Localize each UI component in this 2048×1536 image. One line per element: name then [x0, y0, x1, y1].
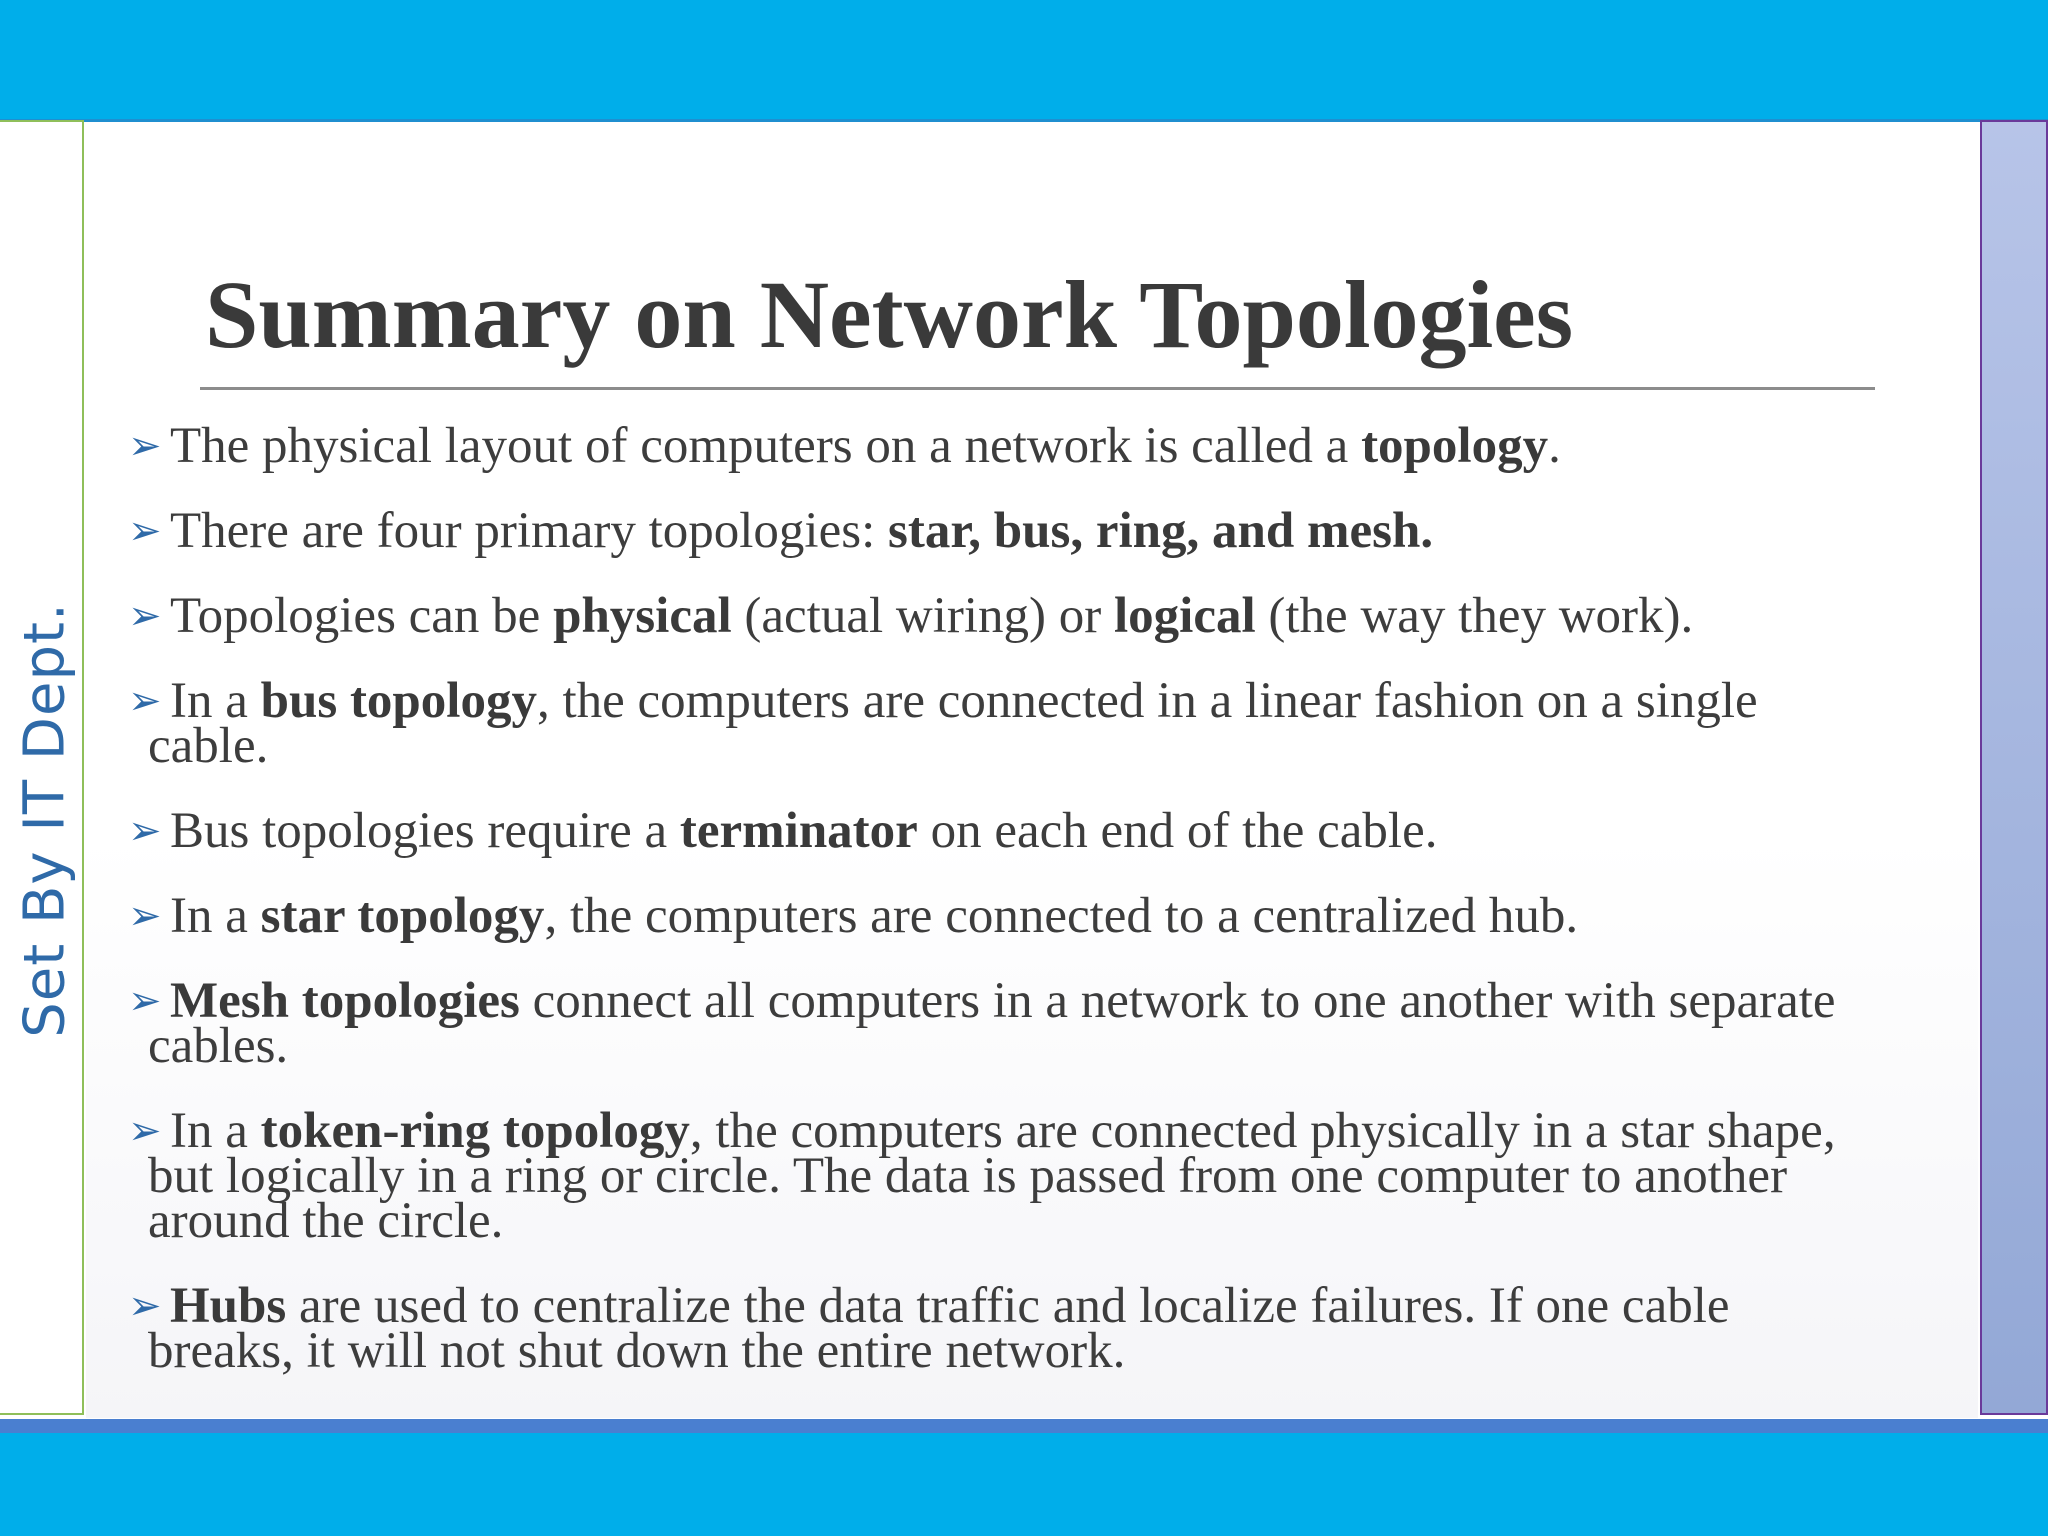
arrow-bullet-icon: ➢	[128, 678, 162, 724]
bullet-text: , the computers are connected in a linear fashion on a single	[536, 673, 1758, 729]
arrow-bullet-icon: ➢	[128, 808, 162, 854]
title-underline	[200, 387, 1875, 390]
bullet-bold-text: terminator	[679, 803, 918, 859]
bullet-bold-text: physical	[553, 588, 732, 644]
bullet-item	[128, 888, 1938, 944]
arrow-bullet-icon: ➢	[128, 508, 162, 554]
bullet-continuation-text: cable.	[148, 718, 269, 774]
bullet-text: Topologies can be	[170, 588, 554, 644]
bullet-text: .	[1548, 418, 1561, 474]
arrow-bullet-icon: ➢	[128, 1283, 162, 1329]
bullet-list	[128, 418, 1938, 1414]
bullet-item	[128, 588, 1938, 644]
bullet-text: In a	[170, 673, 261, 729]
arrow-bullet-icon: ➢	[128, 1108, 162, 1154]
bullet-bold-text: bus topology	[260, 673, 537, 729]
bullet-bold-text: Hubs	[170, 1278, 287, 1334]
bullet-bold-text: topology	[1361, 418, 1549, 474]
bullet-item	[128, 1103, 1938, 1249]
bullet-text: on each end of the cable.	[917, 803, 1438, 859]
bullet-text: connect all computers in a network to one another with separate	[519, 973, 1836, 1029]
right-side-panel	[1980, 120, 2048, 1415]
bottom-band-edge	[0, 1419, 2048, 1433]
bullet-continuation-text: cables.	[148, 1018, 289, 1074]
bullet-bold-text: star, bus, ring, and mesh.	[887, 503, 1434, 559]
bullet-bold-text: Mesh topologies	[170, 973, 520, 1029]
bullet-item	[128, 418, 1938, 474]
arrow-bullet-icon: ➢	[128, 893, 162, 939]
bullet-continuation-text: breaks, it will not shut down the entire network.	[148, 1323, 1126, 1379]
bullet-text: The physical layout of computers on a network is called a	[170, 418, 1362, 474]
bullet-text: , the computers are connected to a centralized hub.	[544, 888, 1579, 944]
bullet-item	[128, 673, 1938, 774]
bullet-text: (the way they work).	[1255, 588, 1694, 644]
bullet-text: Bus topologies require a	[170, 803, 680, 859]
bullet-item	[128, 1278, 1938, 1379]
bullet-text: , the computers are connected physically in a star shape,	[689, 1103, 1836, 1159]
bottom-color-band	[0, 1433, 2048, 1536]
bullet-item	[128, 973, 1938, 1074]
bullet-bold-text: star topology	[260, 888, 545, 944]
bullet-text: In a	[170, 1103, 261, 1159]
bullet-text: (actual wiring) or	[731, 588, 1114, 644]
bullet-text: In a	[170, 888, 261, 944]
side-label: Set By IT Dept.	[12, 602, 78, 1038]
bullet-continuation-text: but logically in a ring or circle. The data is passed from one computer to another	[148, 1148, 1788, 1204]
bullet-text: There are four primary topologies:	[170, 503, 888, 559]
arrow-bullet-icon: ➢	[128, 593, 162, 639]
slide-title: Summary on Network Topologies	[205, 261, 1574, 368]
bullet-item	[128, 503, 1938, 559]
top-color-band	[0, 0, 2048, 121]
bullet-item	[128, 803, 1938, 859]
arrow-bullet-icon: ➢	[128, 978, 162, 1024]
bullet-text: are used to centralize the data traffic and localize failures. If one cable	[286, 1278, 1730, 1334]
bullet-bold-text: token-ring topology	[260, 1103, 690, 1159]
arrow-bullet-icon: ➢	[128, 423, 162, 469]
bullet-bold-text: logical	[1114, 588, 1256, 644]
bullet-continuation-text: around the circle.	[148, 1193, 504, 1249]
